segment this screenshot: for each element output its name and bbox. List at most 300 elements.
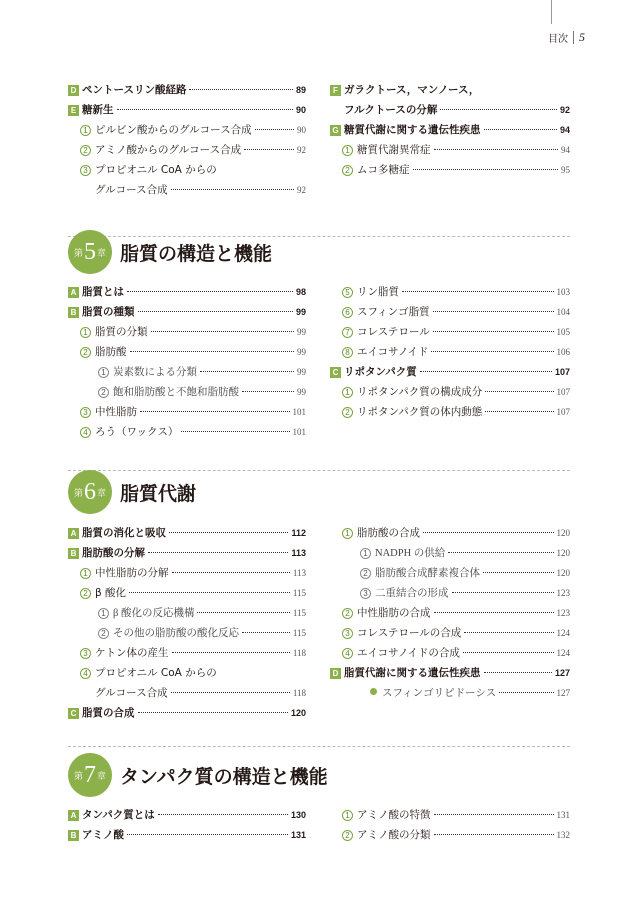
toc-entry-label-wrap — [330, 825, 431, 845]
section-letter-badge: B — [68, 548, 79, 559]
leader-dots — [433, 311, 554, 312]
toc-entry-label-wrap — [68, 523, 166, 543]
toc-entry[interactable] — [330, 342, 570, 362]
toc-entry-label-wrap — [68, 583, 126, 603]
toc-column-ch6-right — [330, 523, 570, 703]
toc-entry[interactable] — [330, 543, 570, 563]
leader-dots — [484, 672, 552, 673]
toc-entry[interactable] — [330, 382, 570, 402]
toc-entry-label: ペントースリン酸経路 — [82, 84, 187, 96]
toc-entry[interactable] — [68, 603, 306, 623]
subsection-number-icon: 6 — [342, 307, 353, 318]
toc-entry-label: 脂質の消化と吸収 — [82, 527, 166, 539]
page-number: 99 — [297, 347, 306, 357]
subsubsection-number-icon: 2 — [98, 387, 109, 398]
bullet-icon — [370, 688, 377, 695]
toc-entry[interactable] — [68, 382, 306, 402]
leader-dots — [485, 411, 553, 412]
toc-entry-label: アミノ酸の特徴 — [357, 809, 431, 821]
toc-entry-label: 脂肪酸の合成 — [357, 527, 420, 539]
leader-dots — [413, 169, 559, 170]
subsubsection-number-icon: 1 — [98, 608, 109, 619]
toc-entry-label: 飽和脂肪酸と不飽和脂肪酸 — [113, 387, 239, 398]
toc-entry[interactable] — [330, 80, 570, 100]
leader-dots — [158, 814, 288, 815]
toc-entry-label-wrap — [330, 623, 461, 643]
toc-entry[interactable] — [330, 683, 570, 703]
page-number: 105 — [556, 327, 570, 337]
toc-entry-label-wrap — [68, 180, 168, 200]
toc-entry-label-wrap — [330, 120, 481, 140]
chapter-7-number-badge — [68, 753, 112, 797]
toc-column-ch7-right — [330, 805, 570, 845]
toc-entry[interactable] — [330, 523, 570, 543]
page-number: 90 — [295, 105, 306, 115]
chapter-6-title: 脂質代謝 — [120, 482, 197, 505]
page-number: 106 — [556, 347, 570, 357]
subsection-number-icon: 3 — [80, 648, 91, 659]
leader-dots — [431, 351, 553, 352]
page-number: 89 — [295, 85, 306, 95]
toc-entry-label-wrap — [68, 100, 114, 120]
chapter-6-number-badge — [68, 470, 112, 514]
toc-entry[interactable] — [68, 80, 306, 100]
toc-entry-label: 炭素数による分類 — [113, 367, 197, 378]
page-number: 120 — [556, 568, 570, 578]
subsection-number-icon: 2 — [80, 588, 91, 599]
leader-dots — [171, 692, 290, 693]
section-letter-badge: B — [68, 830, 79, 841]
leader-dots — [127, 834, 288, 835]
page-number: 99 — [295, 307, 306, 317]
subsection-number-icon: 3 — [80, 407, 91, 418]
page-number: 113 — [291, 548, 306, 558]
page-number: 120 — [290, 708, 306, 718]
leader-dots — [244, 149, 294, 150]
section-letter-badge: A — [68, 287, 79, 298]
page-number: 99 — [297, 327, 306, 337]
leader-dots — [200, 371, 294, 372]
page-number: 130 — [290, 810, 306, 820]
leader-dots — [483, 572, 554, 573]
toc-entry-label: グルコース合成 — [95, 184, 168, 196]
leader-dots — [423, 532, 554, 533]
leader-dots — [189, 89, 293, 90]
subsection-number-icon: 3 — [342, 628, 353, 639]
header-divider — [573, 31, 574, 44]
toc-entry-label: 二重結合の形成 — [375, 588, 449, 599]
subsection-number-icon: 4 — [80, 427, 91, 438]
subsubsection-number-icon: 1 — [360, 548, 371, 559]
subsection-number-icon: 1 — [342, 528, 353, 539]
toc-entry-label: アミノ酸からのグルコース合成 — [95, 144, 242, 156]
subsubsection-number-icon: 1 — [98, 367, 109, 378]
subsection-number-icon: 7 — [342, 327, 353, 338]
leader-dots — [464, 632, 553, 633]
chapter-6-heading[interactable] — [68, 470, 196, 514]
toc-entry-label-wrap — [68, 563, 169, 583]
subsubsection-number-icon: 3 — [360, 588, 371, 599]
section-letter-badge: G — [330, 125, 341, 136]
leader-dots — [148, 552, 288, 553]
section-letter-badge: C — [330, 367, 341, 378]
chapter-suffix: 章 — [97, 771, 107, 782]
subsection-number-icon: 1 — [342, 810, 353, 821]
toc-entry-label: 糖質代謝に関する遺伝性疾患 — [344, 124, 481, 136]
chapter-5-title: 脂質の構造と機能 — [120, 242, 273, 265]
subsubsection-number-icon: 2 — [360, 568, 371, 579]
toc-entry-label-wrap — [330, 140, 431, 160]
page-number: 127 — [556, 688, 570, 698]
subsection-number-icon: 4 — [80, 668, 91, 679]
toc-entry-label: 脂質代謝に関する遺伝性疾患 — [344, 667, 481, 679]
page-number: 131 — [556, 810, 570, 820]
toc-entry[interactable] — [68, 180, 306, 200]
toc-entry[interactable] — [68, 543, 306, 563]
toc-entry-label-wrap — [330, 302, 430, 322]
toc-entry-label-wrap — [330, 362, 417, 382]
leader-dots — [181, 431, 289, 432]
toc-entry[interactable] — [68, 402, 306, 422]
toc-entry[interactable] — [68, 100, 306, 120]
leader-dots — [242, 632, 290, 633]
leader-dots — [197, 612, 289, 613]
toc-entry-label-wrap — [330, 564, 480, 584]
toc-entry-label: アミノ酸の分類 — [357, 829, 431, 841]
toc-entry-label-wrap — [68, 383, 239, 403]
toc-entry-label-wrap — [330, 382, 482, 402]
leader-dots — [499, 692, 553, 693]
leader-dots — [130, 351, 295, 352]
toc-entry-label-wrap — [330, 603, 431, 623]
toc-entry-label-wrap — [330, 643, 460, 663]
toc-entry[interactable] — [330, 583, 570, 603]
page-number: 113 — [292, 568, 306, 578]
toc-column-ch6-left — [68, 523, 306, 723]
subsection-number-icon: 1 — [342, 387, 353, 398]
leader-dots — [440, 109, 557, 110]
page-header — [548, 30, 585, 45]
chapter-7-title: タンパク質の構造と機能 — [120, 765, 328, 788]
toc-entry-label-wrap — [68, 663, 217, 683]
toc-entry-label-wrap — [68, 160, 217, 180]
toc-entry-label-wrap — [330, 160, 410, 180]
toc-entry-label: β 酸化 — [95, 587, 127, 599]
page-number: 115 — [292, 628, 306, 638]
toc-entry[interactable] — [68, 825, 306, 845]
leader-dots — [138, 712, 288, 713]
page-number: 95 — [561, 165, 570, 175]
toc-entry[interactable] — [330, 302, 570, 322]
toc-entry-label: ピルビン酸からのグルコース合成 — [95, 124, 252, 136]
leader-dots — [452, 592, 554, 593]
chapter-prefix: 第 — [73, 248, 83, 259]
toc-column-ch5-right — [330, 282, 570, 422]
page-number: 118 — [292, 688, 306, 698]
page-number: 99 — [297, 387, 306, 397]
toc-entry-label: 脂肪酸の分解 — [82, 547, 145, 559]
toc-entry[interactable] — [330, 322, 570, 342]
toc-entry-label: リポタンパク質の構成成分 — [357, 386, 483, 398]
header-rule-line — [551, 0, 552, 24]
subsection-number-icon: 1 — [80, 327, 91, 338]
toc-entry-label-wrap — [330, 805, 431, 825]
toc-entry[interactable] — [330, 402, 570, 422]
toc-entry[interactable] — [330, 825, 570, 845]
section-letter-badge: C — [68, 708, 79, 719]
leader-dots — [255, 129, 294, 130]
toc-entry-label-wrap — [68, 363, 197, 383]
toc-entry-label-wrap — [68, 624, 239, 644]
toc-entry[interactable] — [330, 563, 570, 583]
section-letter-badge: E — [68, 105, 79, 116]
toc-entry-label-wrap — [68, 643, 169, 663]
leader-dots — [171, 189, 294, 190]
toc-entry-label-wrap — [68, 543, 145, 563]
toc-entry-label-wrap — [68, 703, 135, 723]
page-number: 123 — [556, 608, 570, 618]
chapter-5-number-badge — [68, 230, 112, 274]
page-number: 112 — [291, 528, 306, 538]
leader-dots — [172, 652, 290, 653]
toc-entry-label: エイコサノイド — [357, 346, 429, 358]
page-number: 124 — [556, 648, 570, 658]
page-number: 124 — [556, 628, 570, 638]
toc-entry-label: 中性脂肪 — [95, 406, 137, 418]
leader-dots — [434, 149, 559, 150]
toc-entry-label: スフィンゴ脂質 — [357, 306, 430, 318]
toc-entry[interactable] — [68, 362, 306, 382]
subsection-number-icon: 1 — [80, 568, 91, 579]
section-letter-badge: A — [68, 810, 79, 821]
toc-entry[interactable] — [330, 623, 570, 643]
toc-entry-label: グルコース合成 — [95, 687, 168, 699]
leader-dots — [402, 291, 554, 292]
toc-entry-label-wrap — [330, 100, 437, 120]
chapter-suffix: 章 — [97, 248, 107, 259]
toc-entry-label: 糖新生 — [82, 104, 114, 116]
toc-entry-label-wrap — [330, 342, 428, 362]
toc-entry-label-wrap — [68, 342, 127, 362]
page-number: 92 — [297, 145, 306, 155]
toc-entry[interactable] — [68, 683, 306, 703]
toc-column-ch7-left — [68, 805, 306, 845]
header-label: 目次 — [548, 34, 568, 45]
toc-entry-label: 脂質の種類 — [82, 306, 135, 318]
toc-entry-label: NADPH の供給 — [375, 548, 446, 559]
toc-entry-label: 脂質の分類 — [95, 326, 148, 338]
leader-dots — [420, 371, 552, 372]
leader-dots — [127, 291, 293, 292]
leader-dots — [169, 532, 288, 533]
toc-entry-label: ガラクトース，マンノース， — [344, 84, 480, 96]
leader-dots — [463, 652, 554, 653]
page-number: 104 — [556, 307, 570, 317]
toc-entry-label: 脂質とは — [82, 286, 124, 298]
toc-entry-label-wrap — [68, 120, 252, 140]
toc-entry-label-wrap — [330, 544, 445, 564]
toc-entry-label: リポタンパク質の体内動態 — [357, 406, 483, 418]
page-number: 94 — [561, 145, 570, 155]
toc-entry[interactable] — [68, 643, 306, 663]
toc-column-block0-left — [68, 80, 306, 200]
toc-entry-label-wrap — [330, 80, 479, 100]
page-number: 118 — [292, 648, 306, 658]
toc-entry-label: ケトン体の産生 — [95, 647, 169, 659]
toc-entry[interactable] — [68, 583, 306, 603]
toc-entry-label: 脂肪酸 — [95, 346, 127, 358]
subsection-number-icon: 2 — [342, 407, 353, 418]
toc-entry-label-wrap — [68, 322, 148, 342]
toc-entry-label: コレステロール — [357, 326, 430, 338]
toc-entry[interactable] — [330, 362, 570, 382]
toc-entry[interactable] — [330, 643, 570, 663]
toc-entry-label: β 酸化の反応機構 — [113, 608, 195, 619]
toc-entry[interactable] — [330, 805, 570, 825]
subsection-number-icon: 4 — [342, 648, 353, 659]
toc-column-block0-right — [330, 80, 570, 180]
chapter-number: 6 — [84, 478, 96, 505]
page-number: 99 — [297, 367, 306, 377]
toc-entry[interactable] — [68, 703, 306, 723]
section-letter-badge: F — [330, 85, 341, 96]
toc-entry-label: 脂質の合成 — [82, 707, 135, 719]
subsection-number-icon: 2 — [80, 145, 91, 156]
toc-entry-label-wrap — [68, 302, 135, 322]
leader-dots — [242, 391, 294, 392]
leader-dots — [172, 572, 290, 573]
toc-entry-label-wrap — [68, 140, 241, 160]
chapter-7-dashed-rule — [68, 746, 570, 747]
leader-dots — [434, 612, 554, 613]
section-letter-badge: B — [68, 307, 79, 318]
leader-dots — [140, 411, 290, 412]
chapter-7-heading[interactable] — [68, 753, 328, 797]
toc-entry[interactable] — [330, 663, 570, 683]
toc-entry[interactable] — [330, 100, 570, 120]
page-number: 92 — [297, 185, 306, 195]
toc-entry-label: リポタンパク質 — [344, 366, 417, 378]
toc-entry[interactable] — [68, 422, 306, 442]
toc-entry-label: フルクトースの分解 — [344, 104, 438, 116]
toc-entry-label: スフィンゴリピドーシス — [382, 688, 497, 699]
toc-entry[interactable] — [68, 282, 306, 302]
leader-dots — [434, 814, 554, 815]
toc-entry-label-wrap — [68, 805, 155, 825]
toc-entry-label: アミノ酸 — [82, 829, 124, 841]
toc-entry[interactable] — [68, 120, 306, 140]
toc-entry-label-wrap — [330, 663, 481, 683]
toc-entry[interactable] — [68, 322, 306, 342]
leader-dots — [448, 552, 553, 553]
toc-entry[interactable] — [330, 160, 570, 180]
page-number: 120 — [556, 528, 570, 538]
section-letter-badge: D — [68, 85, 79, 96]
toc-entry-label: リン脂質 — [357, 286, 399, 298]
page-number: 123 — [556, 588, 570, 598]
toc-entry-label: ろう（ワックス） — [95, 426, 179, 438]
toc-entry-label-wrap — [330, 523, 420, 543]
subsection-number-icon: 2 — [342, 608, 353, 619]
toc-entry[interactable] — [330, 120, 570, 140]
toc-entry-label: 中性脂肪の分解 — [95, 567, 169, 579]
page-number: 131 — [290, 830, 306, 840]
subsection-number-icon: 2 — [342, 165, 353, 176]
chapter-5-heading[interactable] — [68, 230, 272, 274]
toc-entry-label: コレステロールの合成 — [357, 627, 462, 639]
leader-dots — [434, 834, 554, 835]
subsubsection-number-icon: 2 — [98, 628, 109, 639]
toc-entry-label: 脂肪酸合成酵素複合体 — [375, 568, 480, 579]
page-number: 107 — [556, 407, 570, 417]
toc-entry-label-wrap — [330, 402, 482, 422]
toc-entry-label: タンパク質とは — [82, 809, 155, 821]
subsection-number-icon: 5 — [342, 287, 353, 298]
chapter-number: 5 — [84, 238, 96, 265]
toc-entry[interactable] — [68, 342, 306, 362]
subsection-number-icon: 3 — [80, 165, 91, 176]
page-number: 127 — [554, 668, 570, 678]
page-number: 103 — [556, 287, 570, 297]
page-number: 101 — [292, 427, 306, 437]
toc-entry-label-wrap — [68, 80, 186, 100]
page-number: 120 — [556, 548, 570, 558]
section-letter-badge: D — [330, 668, 341, 679]
toc-entry-label-wrap — [68, 282, 124, 302]
toc-entry[interactable] — [68, 663, 306, 683]
section-letter-badge: A — [68, 528, 79, 539]
toc-entry-label-wrap — [68, 825, 124, 845]
subsection-number-icon: 8 — [342, 347, 353, 358]
header-page-number: 5 — [579, 30, 585, 44]
page-number: 94 — [559, 125, 570, 135]
page-number: 101 — [292, 407, 306, 417]
subsection-number-icon: 1 — [80, 125, 91, 136]
toc-entry[interactable] — [330, 282, 570, 302]
toc-entry-label: エイコサノイドの合成 — [357, 647, 460, 659]
toc-column-ch5-left — [68, 282, 306, 442]
subsection-number-icon: 2 — [80, 347, 91, 358]
leader-dots — [484, 129, 557, 130]
toc-entry[interactable] — [68, 623, 306, 643]
toc-entry-label: 糖質代謝異常症 — [357, 144, 431, 156]
leader-dots — [151, 331, 295, 332]
toc-entry[interactable] — [330, 603, 570, 623]
leader-dots — [485, 391, 553, 392]
toc-entry[interactable] — [68, 302, 306, 322]
toc-entry-label-wrap — [68, 422, 178, 442]
subsection-number-icon: 1 — [342, 145, 353, 156]
toc-entry[interactable] — [68, 805, 306, 825]
toc-entry[interactable] — [68, 160, 306, 180]
toc-entry-label-wrap — [68, 604, 194, 624]
toc-entry[interactable] — [330, 140, 570, 160]
subsection-number-icon: 2 — [342, 830, 353, 841]
toc-entry-label-wrap — [330, 684, 496, 704]
toc-entry[interactable] — [68, 523, 306, 543]
toc-entry[interactable] — [68, 140, 306, 160]
toc-entry-label-wrap — [330, 322, 430, 342]
page-number: 107 — [554, 367, 570, 377]
toc-entry-label-wrap — [68, 402, 137, 422]
toc-entry[interactable] — [68, 563, 306, 583]
chapter-suffix: 章 — [97, 488, 107, 499]
leader-dots — [433, 331, 554, 332]
page-number: 98 — [295, 287, 306, 297]
leader-dots — [138, 311, 293, 312]
toc-entry-label: 中性脂肪の合成 — [357, 607, 431, 619]
toc-entry-label: プロピオニル CoA からの — [95, 164, 217, 176]
